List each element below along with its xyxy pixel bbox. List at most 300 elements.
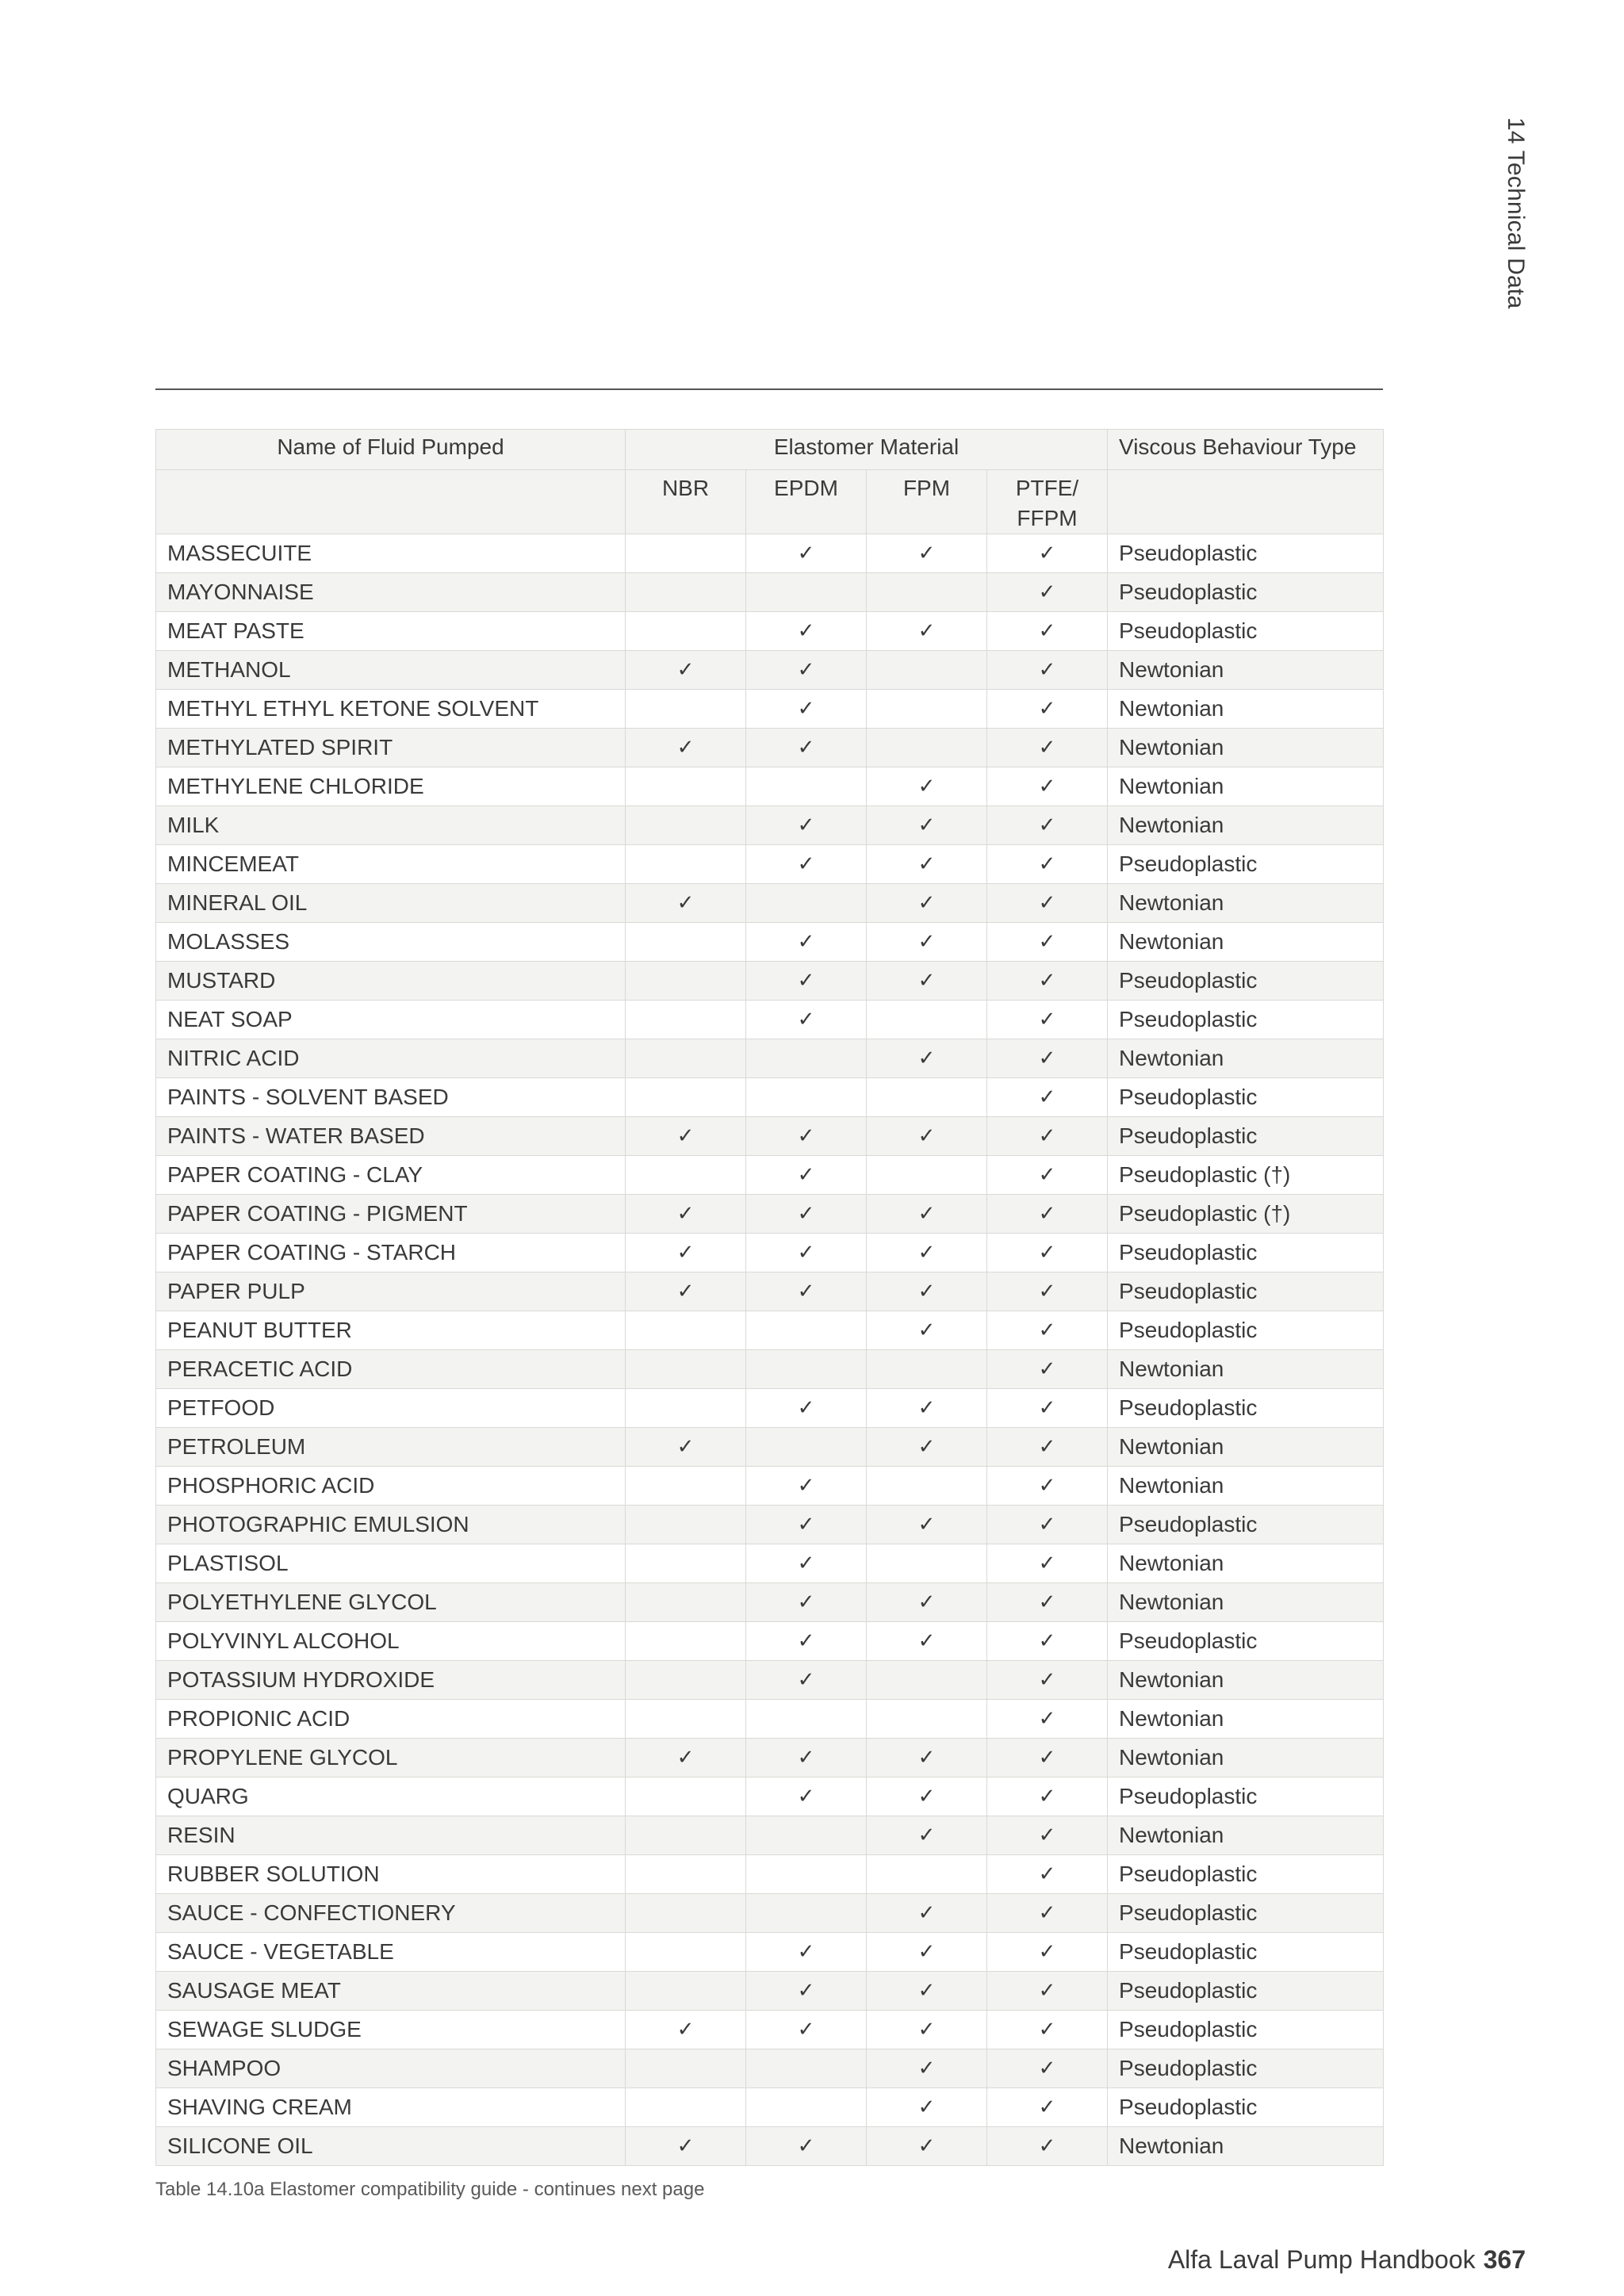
- epdm-cell: ✓: [746, 1467, 867, 1506]
- ptfe-ffpm-cell: ✓: [987, 1078, 1108, 1117]
- fpm-cell: [867, 1350, 987, 1389]
- viscous-type-cell: Pseudoplastic: [1108, 1933, 1384, 1972]
- nbr-cell: [626, 1700, 746, 1739]
- ptfe-ffpm-cell: ✓: [987, 690, 1108, 729]
- ptfe-ffpm-cell: ✓: [987, 1700, 1108, 1739]
- epdm-cell: ✓: [746, 1001, 867, 1039]
- fpm-cell: ✓: [867, 2127, 987, 2166]
- ptfe-ffpm-cell: ✓: [987, 1117, 1108, 1156]
- viscous-type-cell: Newtonian: [1108, 1583, 1384, 1622]
- nbr-cell: [626, 1544, 746, 1583]
- viscous-type-cell: Newtonian: [1108, 1544, 1384, 1583]
- ptfe-ffpm-cell: ✓: [987, 534, 1108, 573]
- ptfe-ffpm-cell: ✓: [987, 1156, 1108, 1195]
- fluid-name-cell: PAINTS - WATER BASED: [156, 1117, 626, 1156]
- nbr-cell: [626, 1777, 746, 1816]
- ptfe-ffpm-cell: ✓: [987, 1272, 1108, 1311]
- fpm-cell: ✓: [867, 1777, 987, 1816]
- nbr-cell: ✓: [626, 2127, 746, 2166]
- viscous-type-cell: Newtonian: [1108, 884, 1384, 923]
- table-row: [156, 573, 1384, 612]
- viscous-type-cell: Pseudoplastic: [1108, 2011, 1384, 2049]
- table-row: [156, 1234, 1384, 1272]
- viscous-type-cell: Pseudoplastic: [1108, 1311, 1384, 1350]
- table-row: [156, 651, 1384, 690]
- fluid-name-cell: MINCEMEAT: [156, 845, 626, 884]
- fluid-name-cell: SAUCE - VEGETABLE: [156, 1933, 626, 1972]
- nbr-cell: [626, 1506, 746, 1544]
- fpm-cell: ✓: [867, 1816, 987, 1855]
- viscous-type-cell: Newtonian: [1108, 767, 1384, 806]
- fpm-cell: ✓: [867, 1972, 987, 2011]
- epdm-cell: ✓: [746, 923, 867, 962]
- epdm-cell: ✓: [746, 1583, 867, 1622]
- viscous-type-cell: Newtonian: [1108, 651, 1384, 690]
- fpm-cell: ✓: [867, 884, 987, 923]
- nbr-cell: ✓: [626, 1739, 746, 1777]
- ptfe-ffpm-cell: ✓: [987, 1389, 1108, 1428]
- nbr-cell: [626, 534, 746, 573]
- fluid-name-cell: PAINTS - SOLVENT BASED: [156, 1078, 626, 1117]
- nbr-cell: [626, 1816, 746, 1855]
- header-ptfe-ffpm: PTFE/ FFPM: [987, 470, 1108, 534]
- nbr-cell: ✓: [626, 1195, 746, 1234]
- fluid-name-cell: RUBBER SOLUTION: [156, 1855, 626, 1894]
- table-row: [156, 612, 1384, 651]
- table-row: [156, 534, 1384, 573]
- epdm-cell: ✓: [746, 651, 867, 690]
- nbr-cell: [626, 845, 746, 884]
- fpm-cell: [867, 1078, 987, 1117]
- fluid-name-cell: METHANOL: [156, 651, 626, 690]
- table-row: [156, 1661, 1384, 1700]
- epdm-cell: ✓: [746, 1661, 867, 1700]
- table-row: [156, 1389, 1384, 1428]
- epdm-cell: [746, 1855, 867, 1894]
- fpm-cell: ✓: [867, 1195, 987, 1234]
- ptfe-ffpm-cell: ✓: [987, 1777, 1108, 1816]
- nbr-cell: [626, 690, 746, 729]
- fpm-cell: ✓: [867, 1039, 987, 1078]
- fluid-name-cell: MOLASSES: [156, 923, 626, 962]
- nbr-cell: ✓: [626, 729, 746, 767]
- fluid-name-cell: PETFOOD: [156, 1389, 626, 1428]
- fpm-cell: ✓: [867, 923, 987, 962]
- ptfe-ffpm-cell: ✓: [987, 1894, 1108, 1933]
- fluid-name-cell: PLASTISOL: [156, 1544, 626, 1583]
- table-row: [156, 1350, 1384, 1389]
- ptfe-ffpm-cell: ✓: [987, 1350, 1108, 1389]
- table-row: [156, 1816, 1384, 1855]
- ptfe-ffpm-cell: ✓: [987, 729, 1108, 767]
- epdm-cell: [746, 1350, 867, 1389]
- fluid-name-cell: PAPER PULP: [156, 1272, 626, 1311]
- ptfe-ffpm-cell: ✓: [987, 1933, 1108, 1972]
- viscous-type-cell: Pseudoplastic: [1108, 1117, 1384, 1156]
- viscous-type-cell: Newtonian: [1108, 1661, 1384, 1700]
- epdm-cell: ✓: [746, 845, 867, 884]
- fluid-name-cell: PAPER COATING - STARCH: [156, 1234, 626, 1272]
- table-row: [156, 1311, 1384, 1350]
- fluid-name-cell: POLYETHYLENE GLYCOL: [156, 1583, 626, 1622]
- epdm-cell: ✓: [746, 806, 867, 845]
- header-spacer: [1108, 470, 1384, 534]
- fluid-name-cell: METHYLATED SPIRIT: [156, 729, 626, 767]
- fpm-cell: ✓: [867, 1428, 987, 1467]
- fluid-name-cell: RESIN: [156, 1816, 626, 1855]
- table-body: [156, 534, 1384, 2166]
- nbr-cell: [626, 612, 746, 651]
- viscous-type-cell: Newtonian: [1108, 1428, 1384, 1467]
- nbr-cell: [626, 1350, 746, 1389]
- fluid-name-cell: POTASSIUM HYDROXIDE: [156, 1661, 626, 1700]
- epdm-cell: ✓: [746, 534, 867, 573]
- nbr-cell: [626, 2088, 746, 2127]
- page-footer: [1168, 2245, 1526, 2275]
- nbr-cell: [626, 1039, 746, 1078]
- elastomer-compatibility-table: [155, 429, 1384, 2166]
- fpm-cell: [867, 1544, 987, 1583]
- fpm-cell: [867, 573, 987, 612]
- epdm-cell: ✓: [746, 1195, 867, 1234]
- nbr-cell: [626, 1389, 746, 1428]
- viscous-type-cell: Pseudoplastic: [1108, 1972, 1384, 2011]
- fluid-name-cell: SILICONE OIL: [156, 2127, 626, 2166]
- nbr-cell: [626, 1001, 746, 1039]
- nbr-cell: [626, 1972, 746, 2011]
- table-row: [156, 1506, 1384, 1544]
- viscous-type-cell: Newtonian: [1108, 923, 1384, 962]
- table-row: [156, 1777, 1384, 1816]
- epdm-cell: [746, 767, 867, 806]
- ptfe-ffpm-cell: ✓: [987, 2088, 1108, 2127]
- ptfe-ffpm-cell: ✓: [987, 2049, 1108, 2088]
- table-row: [156, 1544, 1384, 1583]
- fpm-cell: ✓: [867, 1583, 987, 1622]
- epdm-cell: [746, 1894, 867, 1933]
- ptfe-ffpm-cell: ✓: [987, 651, 1108, 690]
- fpm-cell: [867, 1156, 987, 1195]
- nbr-cell: ✓: [626, 1117, 746, 1156]
- ptfe-ffpm-cell: ✓: [987, 1234, 1108, 1272]
- header-fpm: FPM: [867, 470, 987, 534]
- fpm-cell: ✓: [867, 1311, 987, 1350]
- footer-title: Alfa Laval Pump Handbook: [1167, 2245, 1476, 2274]
- ptfe-ffpm-cell: ✓: [987, 573, 1108, 612]
- table-row: [156, 2049, 1384, 2088]
- nbr-cell: [626, 1078, 746, 1117]
- fpm-cell: ✓: [867, 612, 987, 651]
- table-row: [156, 767, 1384, 806]
- epdm-cell: ✓: [746, 1506, 867, 1544]
- fpm-cell: ✓: [867, 1272, 987, 1311]
- page-number: 367: [1483, 2245, 1526, 2274]
- ptfe-ffpm-cell: ✓: [987, 1506, 1108, 1544]
- fluid-name-cell: MAYONNAISE: [156, 573, 626, 612]
- viscous-type-cell: Pseudoplastic: [1108, 845, 1384, 884]
- epdm-cell: ✓: [746, 1234, 867, 1272]
- ptfe-ffpm-cell: ✓: [987, 1001, 1108, 1039]
- epdm-cell: [746, 1700, 867, 1739]
- fluid-name-cell: SEWAGE SLUDGE: [156, 2011, 626, 2049]
- ptfe-ffpm-cell: ✓: [987, 884, 1108, 923]
- ptfe-ffpm-cell: ✓: [987, 1195, 1108, 1234]
- epdm-cell: ✓: [746, 1933, 867, 1972]
- fluid-name-cell: METHYLENE CHLORIDE: [156, 767, 626, 806]
- table-row: [156, 1894, 1384, 1933]
- viscous-type-cell: Newtonian: [1108, 1467, 1384, 1506]
- epdm-cell: ✓: [746, 2127, 867, 2166]
- fpm-cell: [867, 1467, 987, 1506]
- header-epdm: EPDM: [746, 470, 867, 534]
- viscous-type-cell: Pseudoplastic: [1108, 1389, 1384, 1428]
- epdm-cell: [746, 2049, 867, 2088]
- nbr-cell: [626, 1894, 746, 1933]
- table-row: [156, 884, 1384, 923]
- nbr-cell: [626, 573, 746, 612]
- table-row: [156, 1156, 1384, 1195]
- viscous-type-cell: Pseudoplastic: [1108, 612, 1384, 651]
- table-row: [156, 1195, 1384, 1234]
- ptfe-ffpm-cell: ✓: [987, 923, 1108, 962]
- viscous-type-cell: Newtonian: [1108, 2127, 1384, 2166]
- fluid-name-cell: NEAT SOAP: [156, 1001, 626, 1039]
- fluid-name-cell: SAUCE - CONFECTIONERY: [156, 1894, 626, 1933]
- fluid-name-cell: MILK: [156, 806, 626, 845]
- viscous-type-cell: Pseudoplastic: [1108, 1078, 1384, 1117]
- viscous-type-cell: Pseudoplastic: [1108, 1894, 1384, 1933]
- fluid-name-cell: PHOSPHORIC ACID: [156, 1467, 626, 1506]
- epdm-cell: ✓: [746, 2011, 867, 2049]
- viscous-type-cell: Pseudoplastic: [1108, 962, 1384, 1001]
- nbr-cell: ✓: [626, 1234, 746, 1272]
- table-row: [156, 1078, 1384, 1117]
- fpm-cell: ✓: [867, 1933, 987, 1972]
- fluid-name-cell: PAPER COATING - PIGMENT: [156, 1195, 626, 1234]
- fpm-cell: ✓: [867, 2088, 987, 2127]
- ptfe-ffpm-cell: ✓: [987, 1855, 1108, 1894]
- table-row: [156, 1428, 1384, 1467]
- nbr-cell: ✓: [626, 2011, 746, 2049]
- epdm-cell: ✓: [746, 1777, 867, 1816]
- viscous-type-cell: Pseudoplastic: [1108, 1234, 1384, 1272]
- ptfe-ffpm-cell: ✓: [987, 845, 1108, 884]
- ptfe-ffpm-cell: ✓: [987, 2127, 1108, 2166]
- fpm-cell: ✓: [867, 1506, 987, 1544]
- table-row: [156, 845, 1384, 884]
- fpm-cell: ✓: [867, 1739, 987, 1777]
- epdm-cell: ✓: [746, 1117, 867, 1156]
- fpm-cell: ✓: [867, 1622, 987, 1661]
- nbr-cell: [626, 1583, 746, 1622]
- epdm-cell: ✓: [746, 1272, 867, 1311]
- fpm-cell: [867, 1855, 987, 1894]
- ptfe-ffpm-cell: ✓: [987, 2011, 1108, 2049]
- fpm-cell: [867, 651, 987, 690]
- fpm-cell: ✓: [867, 2049, 987, 2088]
- fluid-name-cell: PERACETIC ACID: [156, 1350, 626, 1389]
- epdm-cell: ✓: [746, 612, 867, 651]
- nbr-cell: ✓: [626, 1428, 746, 1467]
- viscous-type-cell: Pseudoplastic: [1108, 534, 1384, 573]
- viscous-type-cell: Newtonian: [1108, 1350, 1384, 1389]
- viscous-type-cell: Newtonian: [1108, 690, 1384, 729]
- fluid-name-cell: PROPYLENE GLYCOL: [156, 1739, 626, 1777]
- header-fluid-name: Name of Fluid Pumped: [156, 430, 626, 470]
- ptfe-ffpm-cell: ✓: [987, 1467, 1108, 1506]
- nbr-cell: [626, 1622, 746, 1661]
- viscous-type-cell: Pseudoplastic: [1108, 2049, 1384, 2088]
- epdm-cell: ✓: [746, 1389, 867, 1428]
- epdm-cell: [746, 1311, 867, 1350]
- table-row: [156, 1622, 1384, 1661]
- fpm-cell: [867, 1700, 987, 1739]
- table-row: [156, 806, 1384, 845]
- viscous-type-cell: Newtonian: [1108, 1700, 1384, 1739]
- table-caption: Table 14.10a Elastomer compatibility guide - continues next page: [155, 2179, 705, 2200]
- viscous-type-cell: Pseudoplastic (†): [1108, 1156, 1384, 1195]
- fpm-cell: ✓: [867, 767, 987, 806]
- viscous-type-cell: Newtonian: [1108, 806, 1384, 845]
- table-row: [156, 923, 1384, 962]
- viscous-type-cell: Pseudoplastic: [1108, 1622, 1384, 1661]
- fluid-name-cell: NITRIC ACID: [156, 1039, 626, 1078]
- table-row: [156, 1467, 1384, 1506]
- fluid-name-cell: MASSECUITE: [156, 534, 626, 573]
- viscous-type-cell: Newtonian: [1108, 729, 1384, 767]
- fluid-name-cell: MUSTARD: [156, 962, 626, 1001]
- epdm-cell: ✓: [746, 1544, 867, 1583]
- fpm-cell: ✓: [867, 534, 987, 573]
- epdm-cell: [746, 1428, 867, 1467]
- nbr-cell: [626, 1311, 746, 1350]
- table-row: [156, 690, 1384, 729]
- fpm-cell: ✓: [867, 806, 987, 845]
- ptfe-ffpm-cell: ✓: [987, 962, 1108, 1001]
- fluid-name-cell: PAPER COATING - CLAY: [156, 1156, 626, 1195]
- epdm-cell: [746, 2088, 867, 2127]
- table-row: [156, 1933, 1384, 1972]
- table-row: [156, 1039, 1384, 1078]
- ptfe-ffpm-cell: ✓: [987, 1039, 1108, 1078]
- fluid-name-cell: MINERAL OIL: [156, 884, 626, 923]
- fpm-cell: ✓: [867, 1389, 987, 1428]
- header-elastomer-material: Elastomer Material: [626, 430, 1108, 470]
- viscous-type-cell: Pseudoplastic: [1108, 1855, 1384, 1894]
- nbr-cell: [626, 806, 746, 845]
- table-row: [156, 1272, 1384, 1311]
- top-rule: [155, 388, 1383, 390]
- epdm-cell: [746, 1039, 867, 1078]
- viscous-type-cell: Pseudoplastic: [1108, 1506, 1384, 1544]
- table-row: [156, 2088, 1384, 2127]
- fluid-name-cell: PHOTOGRAPHIC EMULSION: [156, 1506, 626, 1544]
- nbr-cell: ✓: [626, 1272, 746, 1311]
- nbr-cell: [626, 1156, 746, 1195]
- fpm-cell: ✓: [867, 1234, 987, 1272]
- ptfe-ffpm-cell: ✓: [987, 1661, 1108, 1700]
- fluid-name-cell: PROPIONIC ACID: [156, 1700, 626, 1739]
- table-row: [156, 1972, 1384, 2011]
- ptfe-ffpm-cell: ✓: [987, 1544, 1108, 1583]
- nbr-cell: [626, 2049, 746, 2088]
- epdm-cell: ✓: [746, 729, 867, 767]
- table-row: [156, 1700, 1384, 1739]
- viscous-type-cell: Pseudoplastic: [1108, 1001, 1384, 1039]
- ptfe-ffpm-cell: ✓: [987, 1739, 1108, 1777]
- epdm-cell: [746, 1816, 867, 1855]
- nbr-cell: [626, 767, 746, 806]
- epdm-cell: ✓: [746, 1156, 867, 1195]
- ptfe-ffpm-cell: ✓: [987, 1816, 1108, 1855]
- table-row: [156, 2011, 1384, 2049]
- fluid-name-cell: SAUSAGE MEAT: [156, 1972, 626, 2011]
- viscous-type-cell: Pseudoplastic: [1108, 1272, 1384, 1311]
- ptfe-ffpm-cell: ✓: [987, 612, 1108, 651]
- fpm-cell: ✓: [867, 1117, 987, 1156]
- fluid-name-cell: QUARG: [156, 1777, 626, 1816]
- table-row: [156, 1001, 1384, 1039]
- nbr-cell: [626, 962, 746, 1001]
- nbr-cell: [626, 1661, 746, 1700]
- fluid-name-cell: MEAT PASTE: [156, 612, 626, 651]
- table-row: [156, 1855, 1384, 1894]
- fluid-name-cell: PETROLEUM: [156, 1428, 626, 1467]
- epdm-cell: ✓: [746, 690, 867, 729]
- nbr-cell: ✓: [626, 884, 746, 923]
- fpm-cell: ✓: [867, 2011, 987, 2049]
- header-viscous-behaviour: Viscous Behaviour Type: [1108, 430, 1384, 470]
- fluid-name-cell: SHAVING CREAM: [156, 2088, 626, 2127]
- epdm-cell: [746, 573, 867, 612]
- nbr-cell: ✓: [626, 651, 746, 690]
- table-row: [156, 1117, 1384, 1156]
- table-row: [156, 2127, 1384, 2166]
- viscous-type-cell: Pseudoplastic: [1108, 2088, 1384, 2127]
- nbr-cell: [626, 1855, 746, 1894]
- fpm-cell: ✓: [867, 962, 987, 1001]
- ptfe-ffpm-cell: ✓: [987, 1428, 1108, 1467]
- viscous-type-cell: Newtonian: [1108, 1739, 1384, 1777]
- fpm-cell: ✓: [867, 1894, 987, 1933]
- fpm-cell: ✓: [867, 845, 987, 884]
- epdm-cell: ✓: [746, 1739, 867, 1777]
- nbr-cell: [626, 1467, 746, 1506]
- viscous-type-cell: Newtonian: [1108, 1816, 1384, 1855]
- header-spacer: [156, 470, 626, 534]
- fpm-cell: [867, 1001, 987, 1039]
- nbr-cell: [626, 923, 746, 962]
- header-nbr: NBR: [626, 470, 746, 534]
- viscous-type-cell: Pseudoplastic: [1108, 1777, 1384, 1816]
- viscous-type-cell: Pseudoplastic (†): [1108, 1195, 1384, 1234]
- ptfe-ffpm-cell: ✓: [987, 1311, 1108, 1350]
- epdm-cell: [746, 1078, 867, 1117]
- table-row: [156, 962, 1384, 1001]
- ptfe-ffpm-cell: ✓: [987, 806, 1108, 845]
- epdm-cell: [746, 884, 867, 923]
- ptfe-ffpm-cell: ✓: [987, 1622, 1108, 1661]
- nbr-cell: [626, 1933, 746, 1972]
- ptfe-ffpm-cell: ✓: [987, 1972, 1108, 2011]
- fluid-name-cell: METHYL ETHYL KETONE SOLVENT: [156, 690, 626, 729]
- fpm-cell: [867, 690, 987, 729]
- epdm-cell: ✓: [746, 1622, 867, 1661]
- viscous-type-cell: Pseudoplastic: [1108, 573, 1384, 612]
- fluid-name-cell: PEANUT BUTTER: [156, 1311, 626, 1350]
- fpm-cell: [867, 729, 987, 767]
- ptfe-ffpm-cell: ✓: [987, 1583, 1108, 1622]
